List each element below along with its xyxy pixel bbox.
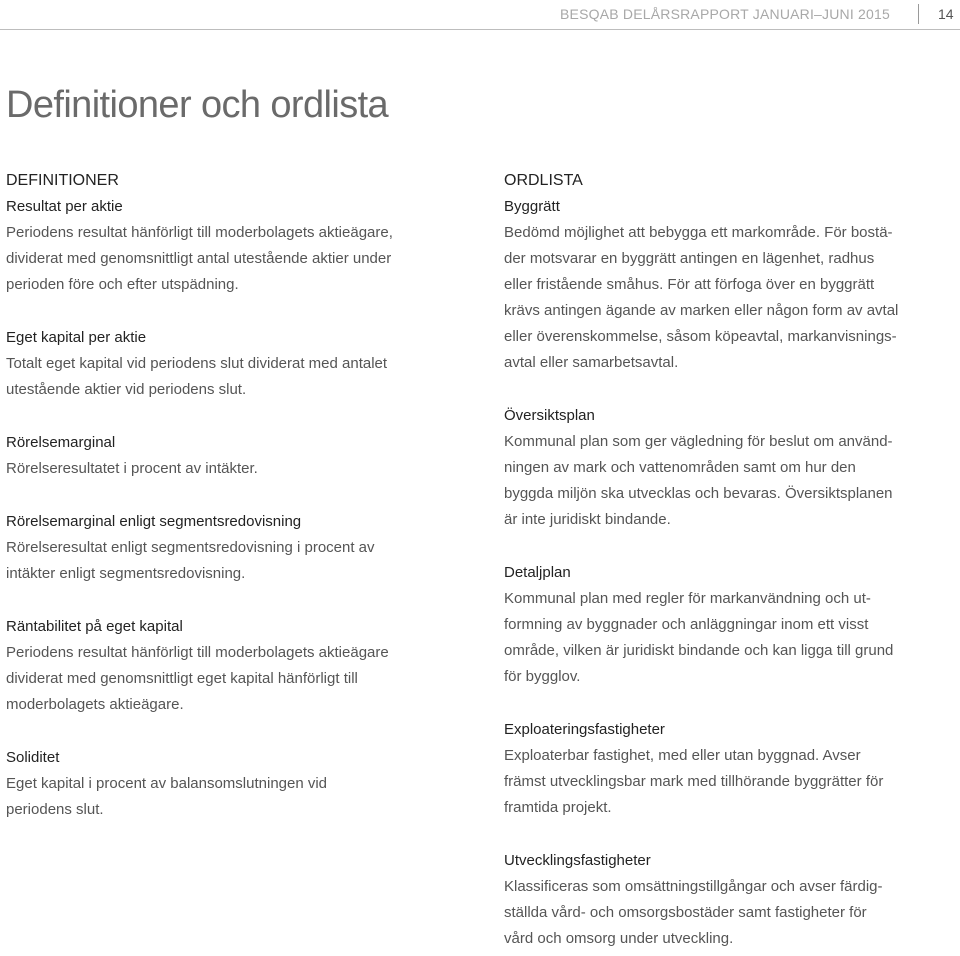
glossary-term-title: Översiktsplan (504, 407, 595, 424)
glossary-term-title: Detaljplan (504, 564, 571, 581)
definition-term-line: intäkter enligt segmentsredovisning. (6, 565, 246, 582)
page-title: Definitioner och ordlista (6, 84, 389, 126)
definition-term-line: periodens slut. (6, 801, 104, 818)
glossary-term (504, 194, 956, 376)
glossary-term-line: formning av byggnader och anläggningar inom ett visst (504, 616, 869, 633)
header-rule (0, 29, 960, 30)
definition-term-line: perioden före och efter utspädning. (6, 276, 239, 293)
definition-term-line: Rörelseresultat enligt segmentsredovisning i procent av (6, 539, 375, 556)
glossary-term-line: vård och omsorg under utveckling. (504, 930, 734, 947)
definition-term-description (6, 535, 476, 587)
definitions-list (6, 194, 476, 823)
glossary-term-description (504, 586, 956, 690)
definition-term (6, 430, 476, 482)
header-divider (918, 4, 919, 24)
definition-term (6, 325, 476, 403)
glossary-term-line: ningen av mark och vattenområden samt om hur den (504, 459, 856, 476)
definition-term-description (6, 771, 476, 823)
definition-term (6, 194, 476, 298)
glossary-term-line: avtal eller samarbetsavtal. (504, 354, 679, 371)
glossary-term-line: ställda vård- och omsorgsbostäder samt fastigheter för (504, 904, 867, 921)
glossary-term (504, 560, 956, 690)
glossary-section (504, 168, 956, 952)
definition-term-line: Eget kapital i procent av balansomslutningen vid (6, 775, 328, 792)
definitions-heading: DEFINITIONER (6, 172, 119, 189)
glossary-term (504, 848, 956, 952)
definition-term-description (6, 220, 476, 298)
glossary-term-line: framtida projekt. (504, 799, 612, 816)
glossary-term-line: Kommunal plan som ger vägledning för beslut om använd- (504, 433, 893, 450)
glossary-term-line: Bedömd möjlighet att bebygga ett markområde. För bostä- (504, 224, 893, 241)
glossary-term-line: krävs antingen ägande av marken eller någon form av avtal (504, 302, 899, 319)
glossary-term-line: Exploaterbar fastighet, med eller utan byggnad. Avser (504, 747, 861, 764)
definition-term-line: Periodens resultat hänförligt till moderbolagets aktieägare, (6, 224, 393, 241)
definition-term (6, 745, 476, 823)
glossary-list (504, 194, 956, 952)
glossary-term-description (504, 743, 956, 821)
glossary-term-line: byggda miljön ska utvecklas och bevaras. Översiktsplanen (504, 485, 893, 502)
definition-term (6, 509, 476, 587)
definition-term-line: Totalt eget kapital vid periodens slut dividerat med antalet (6, 355, 388, 372)
glossary-term-line: Kommunal plan med regler för markanvändning och ut- (504, 590, 871, 607)
definition-term-description (6, 456, 476, 482)
definitions-section (6, 168, 476, 823)
glossary-term-title: Utvecklingsfastigheter (504, 852, 651, 869)
definition-term (6, 614, 476, 718)
definition-term-line: dividerat med genomsnittligt antal utestående aktier under (6, 250, 392, 267)
page-header (0, 0, 960, 32)
definition-term-title: Räntabilitet på eget kapital (6, 618, 183, 635)
definition-term-title: Rörelsemarginal enligt segmentsredovisning (6, 513, 302, 530)
glossary-term-line: der motsvarar en byggrätt antingen en lägenhet, radhus (504, 250, 875, 267)
definition-term-line: utestående aktier vid periodens slut. (6, 381, 247, 398)
glossary-term-line: för bygglov. (504, 668, 581, 685)
definition-term-description (6, 640, 476, 718)
glossary-term-line: eller överenskommelse, såsom köpeavtal, markanvisnings- (504, 328, 897, 345)
glossary-term-title: Byggrätt (504, 198, 560, 215)
report-title: BESQAB DELÅRSRAPPORT JANUARI–JUNI 2015 (560, 6, 890, 22)
definition-term-line: Rörelseresultatet i procent av intäkter. (6, 460, 258, 477)
definition-term-description (6, 351, 476, 403)
glossary-term-description (504, 874, 956, 952)
page-number: 14 (938, 6, 954, 22)
glossary-term-line: främst utvecklingsbar mark med tillhörande byggrätter för (504, 773, 884, 790)
glossary-term (504, 717, 956, 821)
definition-term-title: Eget kapital per aktie (6, 329, 147, 346)
definition-term-line: Periodens resultat hänförligt till moderbolagets aktieägare (6, 644, 389, 661)
glossary-term-line: område, vilken är juridiskt bindande och kan ligga till grund (504, 642, 894, 659)
definition-term-title: Rörelsemarginal (6, 434, 116, 451)
definition-term-line: moderbolagets aktieägare. (6, 696, 184, 713)
definition-term-title: Resultat per aktie (6, 198, 123, 215)
glossary-term (504, 403, 956, 533)
glossary-term-description (504, 220, 956, 376)
glossary-heading: ORDLISTA (504, 172, 583, 189)
glossary-term-line: är inte juridiskt bindande. (504, 511, 671, 528)
glossary-term-description (504, 429, 956, 533)
definition-term-title: Soliditet (6, 749, 60, 766)
glossary-term-line: Klassificeras som omsättningstillgångar och avser färdig- (504, 878, 883, 895)
glossary-term-line: eller fristående småhus. För att förfoga över en byggrätt (504, 276, 875, 293)
glossary-term-title: Exploateringsfastigheter (504, 721, 665, 738)
definition-term-line: dividerat med genomsnittligt eget kapital hänförligt till (6, 670, 358, 687)
